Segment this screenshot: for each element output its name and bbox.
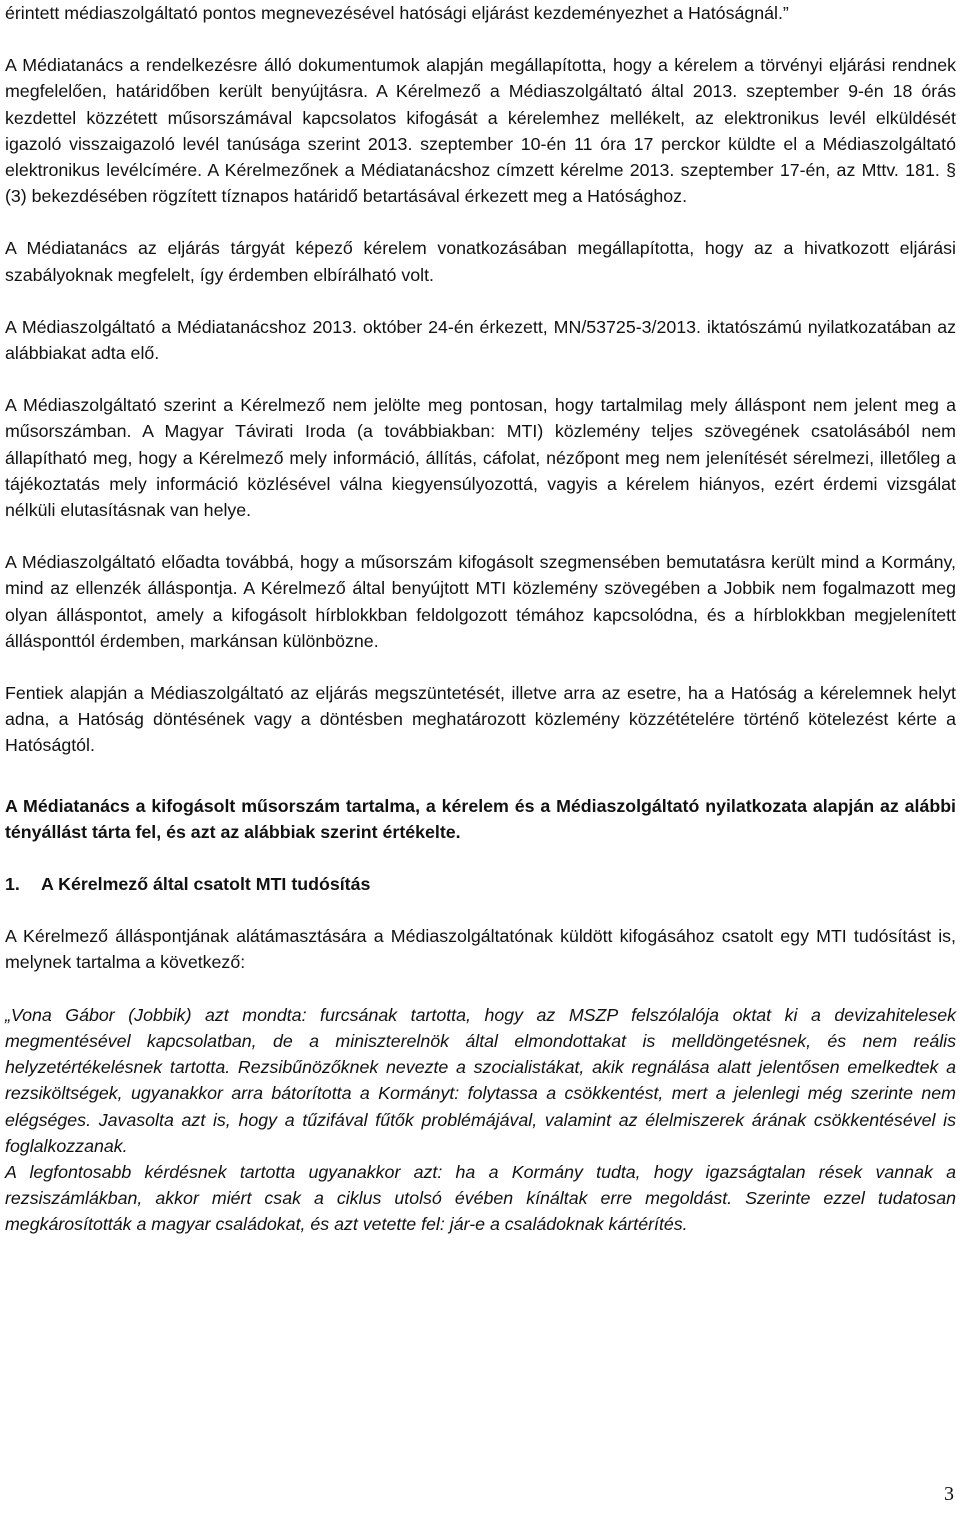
paragraph-admissibility: A Médiatanács az eljárás tárgyát képező kérelem vonatkozásában megállapította, hogy az a hivatkozott eljárási szabályoknak megfelelt, így érdemben elbírálható volt. <box>5 238 956 285</box>
paragraph-provider-request: Fentiek alapján a Médiaszolgáltató az eljárás megszüntetését, illetve arra az esetre, ha a Hatóság a kérelemnek helyt adna, a Hatóság döntésének vagy a döntésben meghatározott közlemény közzétételére történő kötelezést kérte a Hatóságtól. <box>5 683 956 756</box>
section-heading-text: A Kérelmező által csatolt MTI tudósítás <box>41 874 371 895</box>
paragraph-mti-attachment: A Kérelmező álláspontjának alátámasztására a Médiaszolgáltatónak küldött kifogásához csatolt egy MTI tudósítást is, melynek tartalma a következő: <box>5 926 956 973</box>
page-number: 3 <box>944 1483 954 1505</box>
paragraph-provider-statement: A Médiaszolgáltató a Médiatanácshoz 2013. október 24-én érkezett, MN/53725-3/2013. iktatószámú nyilatkozatában az alábbiakat adta elő. <box>5 316 956 364</box>
paragraph-intro-quote-end: érintett médiaszolgáltató pontos megnevezésével hatósági eljárást kezdeményezhet a Hatóságnál.” <box>5 3 789 23</box>
paragraph-procedural-timeline: A Médiatanács a rendelkezésre álló dokumentumok alapján megállapította, hogy a kérelem a törvényi eljárási rendnek megfelelően, határidőben került benyújtásra. A Kérelmező a Médiaszolgáltató által 2013. szeptember 9-én 18 órás kezdettel közzétett műsorszámával kapcsolatos kifogását a kérelemhez mellékelt, az elektronikus levél elküldését igazoló visszaigazoló levél tanúsága szerint 2013. szeptember 10-én 11 óra 17 perckor küldte el a Médiaszolgáltató elektronikus levélcímére. A Kérelmezőnek a Médiatanácshoz címzett kérelme 2013. szeptember 17-én, az Mttv. 181. § (3) bekezdésében rögzített tíznapos határidő betartásával érkezett meg a Hatósághoz. <box>5 55 956 207</box>
section-heading <box>5 871 956 897</box>
paragraph-provider-further: A Médiaszolgáltató előadta továbbá, hogy a műsorszám kifogásolt szegmensében bemutatásra került mind a Kormány, mind az ellenzék álláspontja. A Kérelmező által benyújtott MTI közlemény szövegében a Jobbik nem fogalmazott meg olyan álláspontot, amely a kifogásolt hírblokkban feldolgozott témához kapcsolódna, és a hírblokkban megjelenített állásponttól érdemben, markánsan különbözne. <box>5 552 956 651</box>
section-heading-number: 1. <box>5 874 20 895</box>
quote-mti-part-2: A legfontosabb kérdésnek tartotta ugyanakkor azt: ha a Kormány tudta, hogy igazságtalan rések vannak a rezsiszámlákban, akkor miért csak a ciklus utolsó évében kínáltak erre megoldást. Szerinte ezzel tudatosan megkárosították a magyar családokat, és azt vetette fel: jár-e a családoknak kártérítés. <box>5 1161 956 1235</box>
paragraph-provider-argument: A Médiaszolgáltató szerint a Kérelmező nem jelölte meg pontosan, hogy tartalmilag mely álláspont nem jelent meg a műsorszámban. A Magyar Távirati Iroda (a továbbiakban: MTI) közlemény teljes szövegének csatolásából nem állapítható meg, hogy a Kérelmező mely információ, állítás, cáfolat, nézőpont meg nem jelenítését sérelmezi, illetőleg a tájékoztatás mely információ közlésével válna kiegyensúlyozottá, vagyis a kérelem hiányos, ezért érdemi vizsgálat nélküli elutasításnak van helye. <box>5 395 956 521</box>
document-page <box>5 0 956 1238</box>
section-intro-bold: A Médiatanács a kifogásolt műsorszám tartalma, a kérelem és a Médiaszolgáltató nyilatkozata alapján az alábbi tényállást tárta fel, és azt az alábbiak szerint értékelte. <box>5 795 956 842</box>
quote-mti-part-1: „Vona Gábor (Jobbik) azt mondta: furcsának tartotta, hogy az MSZP felszólalója oktat ki a devizahitelesek megmentésével kapcsolatban, de a miniszterelnök által elmondottakat is melldöngetésnek, és nem reális helyzetértékelésnek tartotta. Rezsibűnözőknek nevezte a szocialistákat, akik regnálása alatt jelentősen emelkedtek a rezsiköltségek, ugyanakkor arra bátorította a Kormányt: folytassa a csökkentést, mert a jelenlegi még szerinte nem elégséges. Javasolta azt is, hogy a tűzifával fűtők problémájával, valamint az élelmiszerek árának csökkentésével is foglalkozzanak. <box>5 1004 956 1156</box>
